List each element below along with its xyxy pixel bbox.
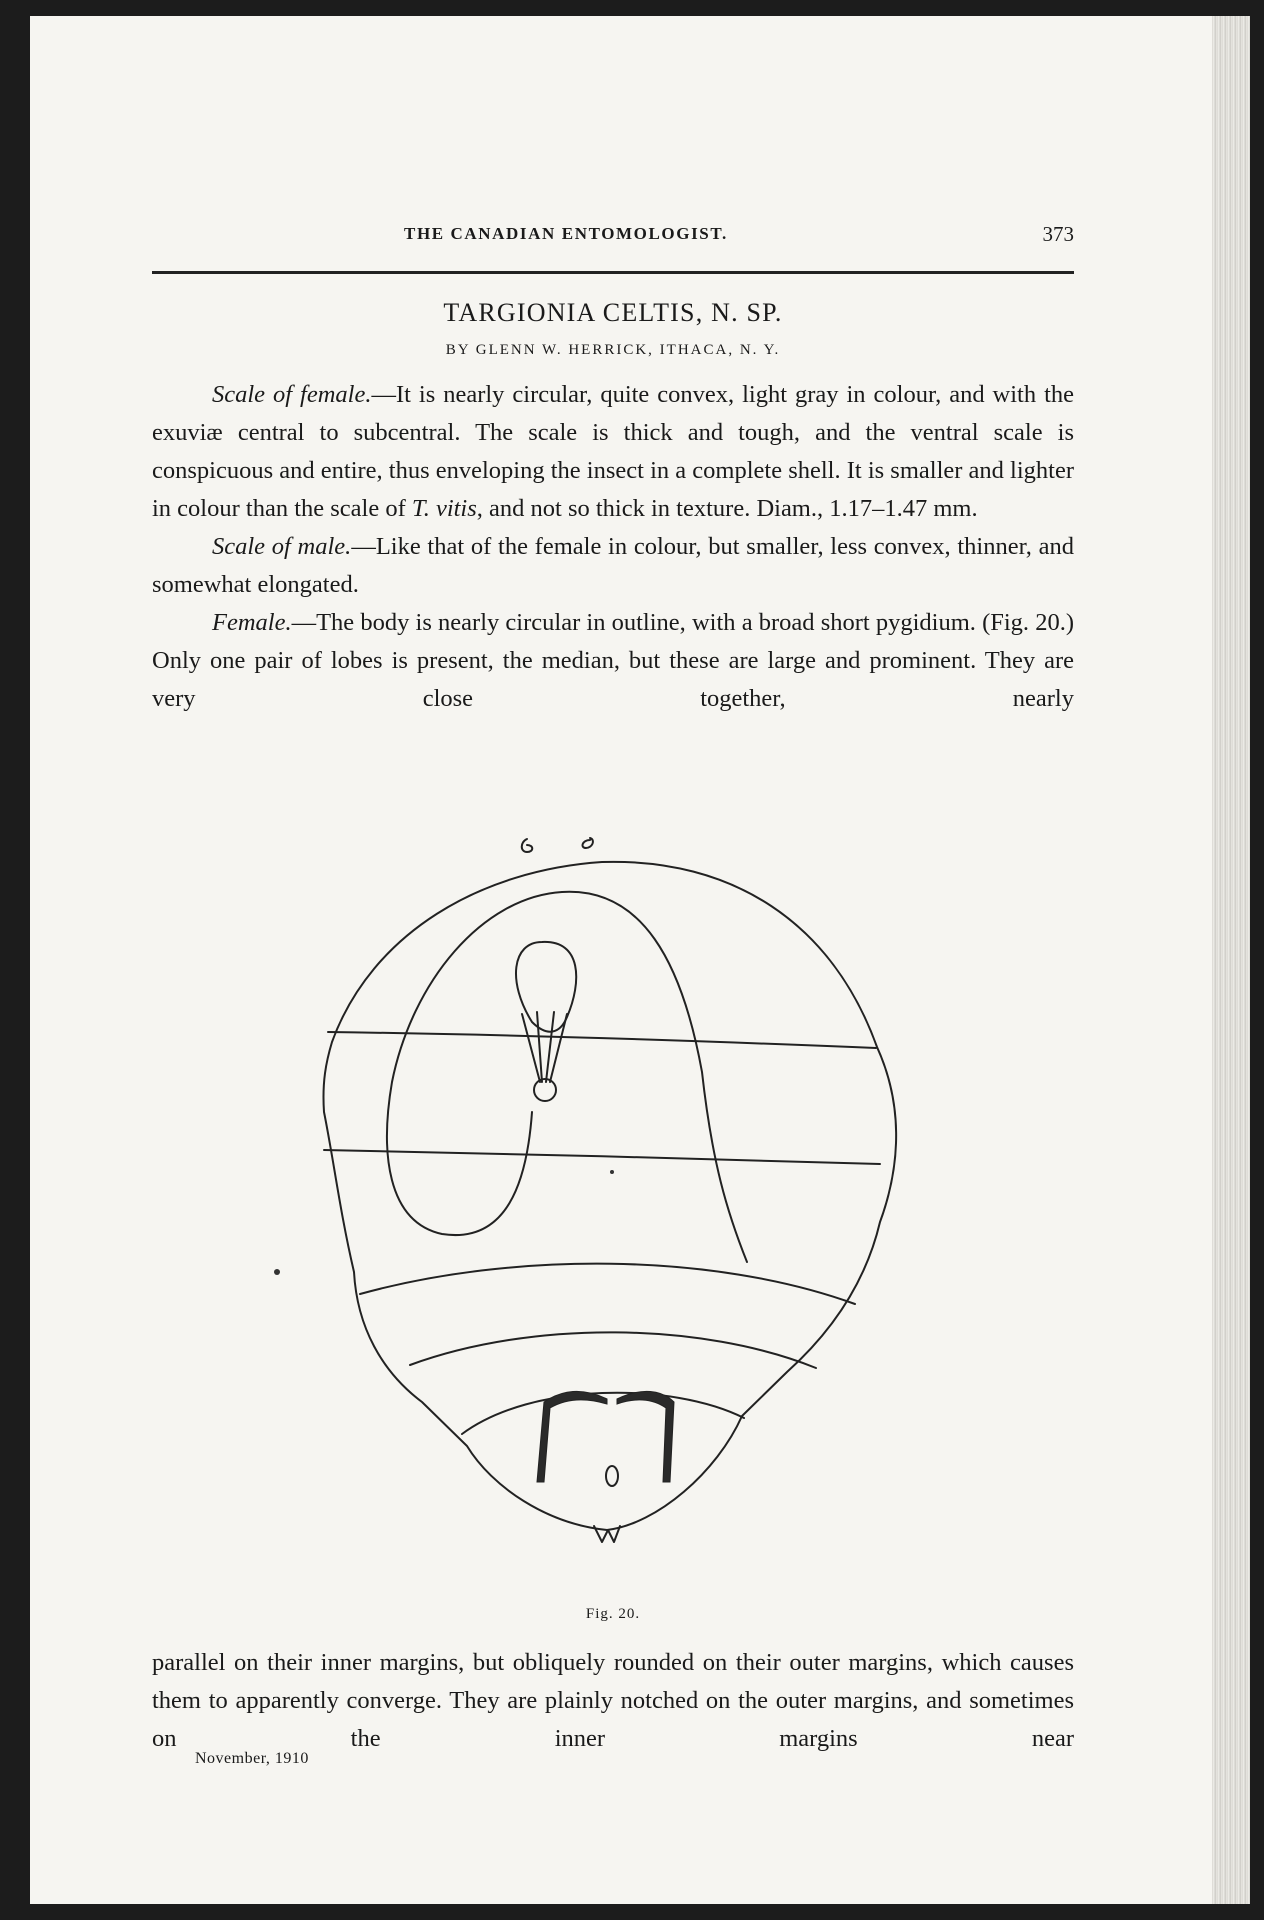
paragraph-female-scale [152, 376, 1074, 528]
species-name: T. vitis [411, 495, 477, 522]
running-head [152, 222, 1074, 252]
paragraph-text-end: , and not so thick in texture. Diam., 1.17–1.47 mm. [476, 495, 978, 522]
page-number: 373 [1042, 222, 1074, 246]
journal-title: THE CANADIAN ENTOMOLOGIST. [404, 224, 728, 243]
byline: BY GLENN W. HERRICK, ITHACA, N. Y. [445, 342, 781, 358]
mouthparts [516, 942, 576, 1032]
segment-line [324, 1150, 880, 1164]
figure-targionia-female [262, 782, 962, 1562]
paragraph-lead: Female. [212, 609, 292, 636]
paragraph-text: —The body is nearly circular in outline, with a broad short pygidium. (Fig. 20.) Only one pair of lobes is present, the median, but these are large and prominent. They are very close together, nearly [152, 609, 1074, 712]
ink-speck [610, 1170, 614, 1174]
figure-caption: Fig. 20. [585, 1606, 641, 1622]
anal-opening [606, 1466, 618, 1486]
ventral-loop [387, 892, 747, 1262]
ink-speck [274, 1269, 280, 1275]
paragraph-text: —Like that of the female in colour, but smaller, less convex, thinner, and somewhat elongated. [152, 533, 1074, 598]
paragraph-continuation: parallel on their inner margins, but obliquely rounded on their outer margins, which causes them to apparently converge. They are plainly notched on the outer margins, and sometimes on the inner margins near [152, 1649, 1074, 1752]
spiracle-left [522, 839, 533, 852]
article-title: TARGIONIA CELTIS, N. SP. [443, 298, 783, 327]
paragraph-lead: Scale of female. [212, 381, 372, 408]
paragraph-text: —It is nearly circular, quite convex, light gray in colour, and with the exuviæ central to subcentral. The scale is thick and tough, and the ventral scale is conspicuous and entire, thus enveloping the insect in a complete shell. It is smaller and lighter in colour than the scale of [152, 381, 1075, 522]
body-outline [323, 862, 896, 1530]
rostral-setae [522, 1012, 567, 1082]
rostral-ring [534, 1079, 556, 1101]
header-rule [152, 271, 1074, 274]
footer-date: November, 1910 [195, 1750, 309, 1767]
segment-line [410, 1332, 816, 1368]
continuation-text [152, 1644, 1074, 1758]
median-lobe-right [617, 1391, 674, 1482]
segment-line [360, 1264, 855, 1304]
paragraph-male-scale [152, 528, 1074, 604]
segment-line [328, 1032, 876, 1048]
body-text [152, 376, 1074, 718]
spiracle-right [583, 838, 593, 848]
page-sheet [30, 16, 1220, 1904]
page-edge [1212, 16, 1250, 1904]
paragraph-lead: Scale of male. [212, 533, 352, 560]
paragraph-female [152, 604, 1074, 718]
median-lobe-left [537, 1391, 607, 1482]
